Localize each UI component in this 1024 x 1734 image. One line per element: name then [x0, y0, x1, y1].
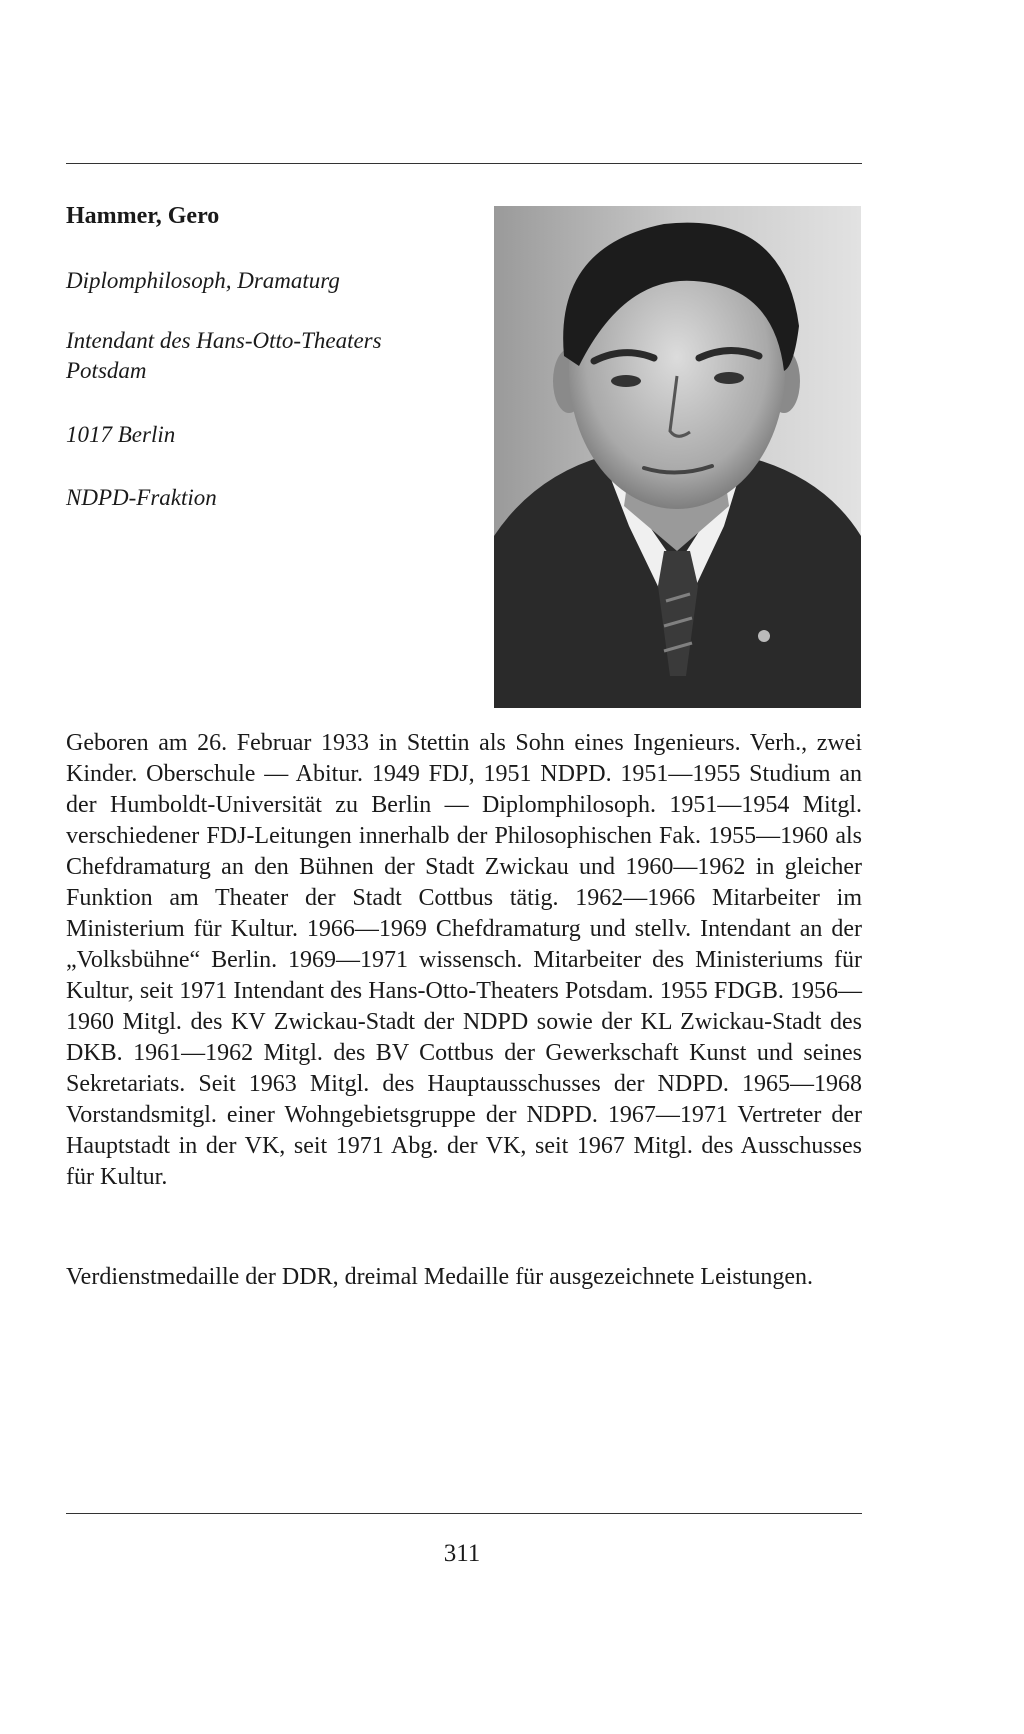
address: 1017 Berlin: [66, 422, 176, 447]
bottom-divider: [66, 1513, 862, 1514]
biography-text: Geboren am 26. Februar 1933 in Stettin als Sohn eines Ingenieurs. Verh., zwei Kinder. Oberschule — Abitur. 1949 FDJ, 1951 NDPD. 1951—1955 Studium an der Humboldt-Universität zu Berlin — Diplomphilosoph. 1951—1954 Mitgl. verschiedener FDJ-Leitungen innerhalb der Philosophischen Fak. 1955—1960 als Chefdramaturg an den Bühnen der Stadt Zwickau und 1960—1962 in gleicher Funktion am Theater der Stadt Cottbus tätig. 1962—1966 Mitarbeiter im Ministerium für Kultur. 1966—1969 Chefdramaturg und stellv. Intendant an der „Volksbühne“ Berlin. 1969—1971 wissensch. Mitarbeiter des Ministeriums für Kultur, seit 1971 Intendant des Hans-Otto-Theaters Potsdam. 1955 FDGB. 1956—1960 Mitgl. des KV Zwickau-Stadt der NDPD sowie der KL Zwickau-Stadt des DKB. 1961—1962 Mitgl. des BV Cottbus der Gewerkschaft Kunst und seines Sekretariats. Seit 1963 Mitgl. des Hauptausschusses der NDPD. 1965—1968 Vorstandsmitgl. einer Wohngebietsgruppe der NDPD. 1967—1971 Vertreter der Hauptstadt in der VK, seit 1971 Abg. der VK, seit 1967 Mitgl. des Ausschusses für Kultur.: [66, 730, 862, 1190]
top-divider: [66, 163, 862, 164]
portrait-image: [494, 206, 861, 708]
position: Intendant des Hans-Otto-Theaters Potsdam: [66, 328, 382, 383]
fraction: NDPD-Fraktion: [66, 485, 217, 510]
portrait-photo: [494, 206, 861, 708]
honors-text: Verdienstmedaille der DDR, dreimal Medaille für ausgezeichnete Leistungen.: [66, 1264, 814, 1290]
person-name: Hammer, Gero: [66, 203, 220, 229]
page-number: 311: [443, 1540, 481, 1567]
profession: Diplomphilosoph, Dramaturg: [66, 268, 340, 293]
